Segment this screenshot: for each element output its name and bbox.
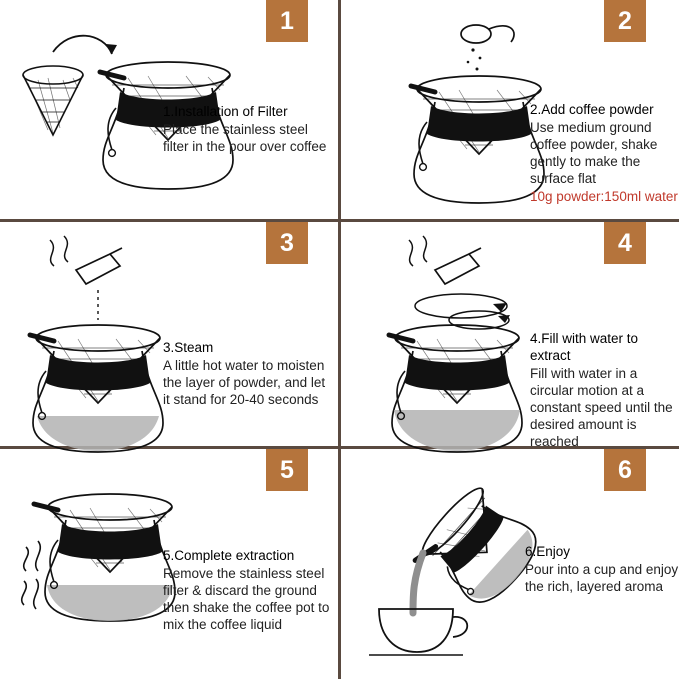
step-body-6: Pour into a cup and enjoy the rich, layered aroma — [525, 562, 679, 594]
step-text-5 — [163, 547, 331, 633]
step-note-2: 10g powder:150ml water — [530, 189, 678, 204]
step-cell-2 — [341, 0, 679, 219]
step-cell-3 — [0, 222, 338, 446]
step-text-4 — [530, 330, 679, 450]
step-badge-5: 5 — [266, 449, 308, 491]
step-title-1: 1.Installation of Filter — [163, 104, 288, 119]
step-title-3: 3.Steam — [163, 340, 214, 355]
step-title-2: 2.Add coffee powder — [530, 102, 654, 117]
step-badge-1: 1 — [266, 0, 308, 42]
step-cell-4 — [341, 222, 679, 449]
step-title-5: 5.Complete extraction — [163, 548, 295, 563]
step-body-4: Fill with water in a circular motion at a constant speed until the desired amount is reached — [530, 366, 673, 449]
step-body-5: Remove the stainless steel filter & discard the ground then shake the coffee pot to mix the coffee liquid — [163, 566, 330, 632]
step-badge-3: 3 — [266, 222, 308, 264]
step-cell-5 — [0, 449, 338, 679]
step-text-6 — [525, 543, 679, 595]
step-cell-6 — [341, 449, 679, 679]
step-badge-6: 6 — [604, 449, 646, 491]
step-body-1: Place the stainless steel filter in the pour over coffee — [163, 122, 327, 154]
step-cell-1 — [0, 0, 338, 219]
step-text-3 — [163, 339, 328, 408]
step-body-2: Use medium ground coffee powder, shake gently to make the surface flat — [530, 120, 658, 186]
step-text-1 — [163, 103, 328, 155]
step-title-4: 4.Fill with water to extract — [530, 331, 639, 363]
step-text-2 — [530, 101, 679, 205]
step-badge-2: 2 — [604, 0, 646, 42]
step-body-3: A little hot water to moisten the layer of powder, and let it stand for 20-40 seconds — [163, 358, 326, 407]
step-badge-4: 4 — [604, 222, 646, 264]
step-title-6: 6.Enjoy — [525, 544, 571, 559]
